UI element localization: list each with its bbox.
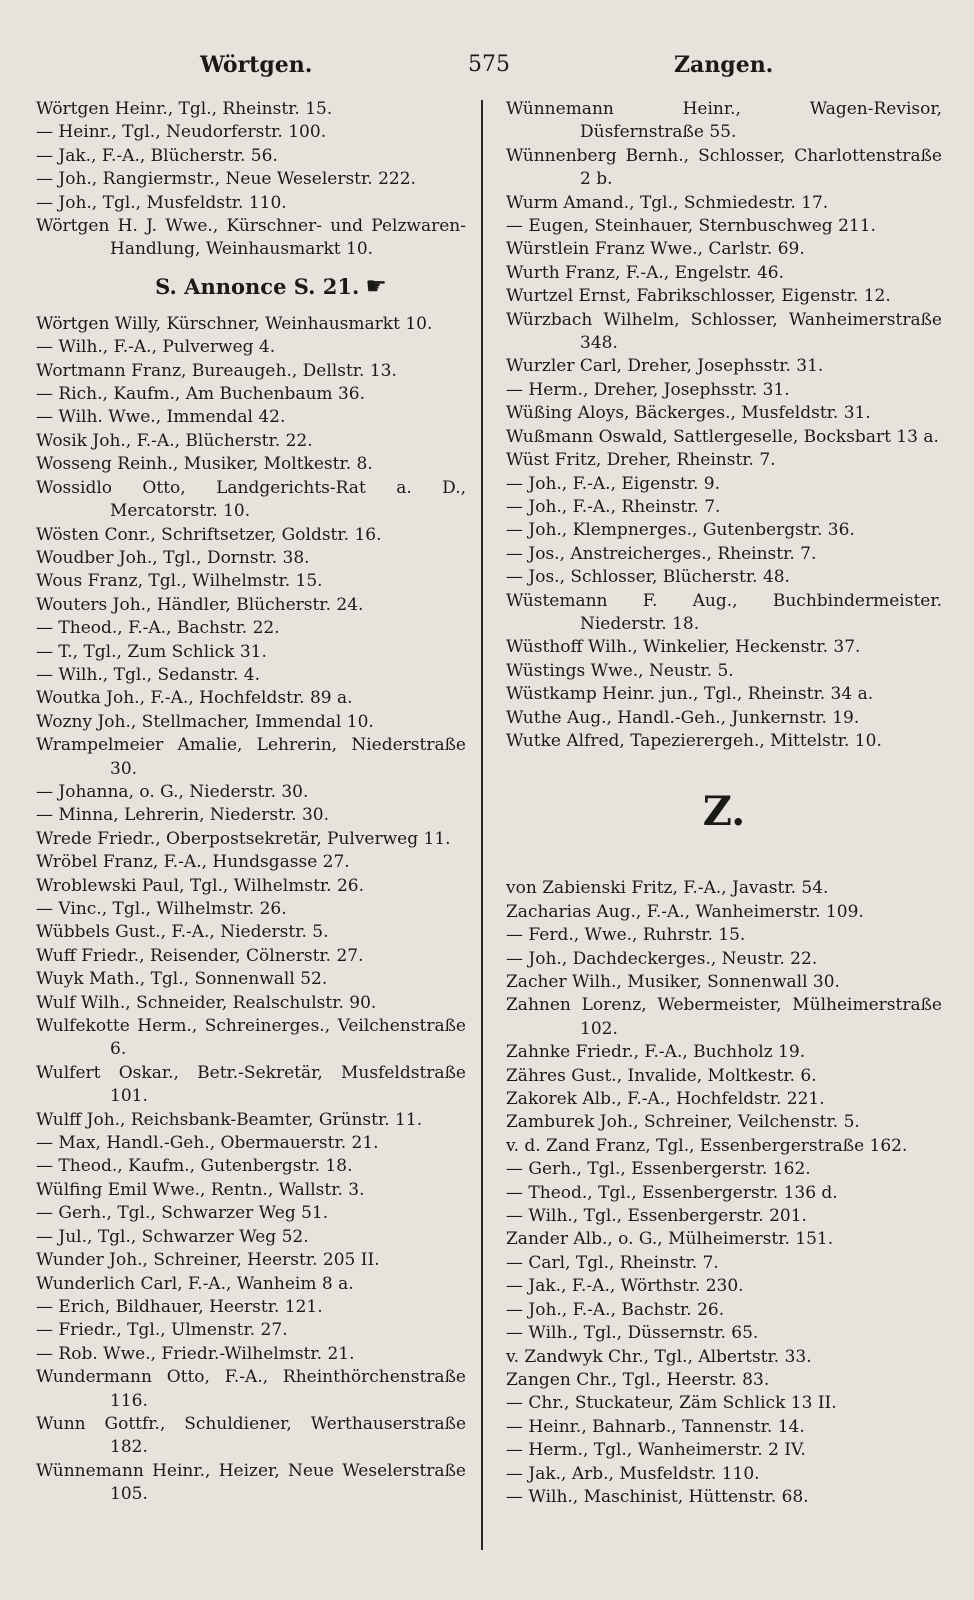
directory-entry: — Joh., Klempnerges., Gutenbergstr. 36. xyxy=(506,520,855,541)
directory-entry: — Gerh., Tgl., Essenbergerstr. 162. xyxy=(506,1159,811,1180)
directory-entry: Wuthe Aug., Handl.-Geh., Junkernstr. 19. xyxy=(506,707,860,728)
directory-entry: — Joh., F.-A., Rheinstr. 7. xyxy=(506,496,721,517)
directory-entry: — Herm., Dreher, Josephsstr. 31. xyxy=(506,379,790,400)
directory-entry: — Eugen, Steinhauer, Sternbuschweg 211. xyxy=(506,216,876,237)
directory-entry: Würzbach Wilhelm, Schlosser, Wanheimerstraße 348. xyxy=(506,309,942,354)
directory-entry: Zähres Gust., Invalide, Moltkestr. 6. xyxy=(506,1065,817,1086)
directory-entry: Wurtzel Ernst, Fabrikschlosser, Eigenstr. 12. xyxy=(506,286,891,307)
pointing-hand-icon: ☛ xyxy=(365,271,387,300)
directory-entry: Wunn Gottfr., Schuldiener, Werthauserstraße 182. xyxy=(36,1413,466,1458)
directory-entry: — Theod., Kaufm., Gutenbergstr. 18. xyxy=(36,1156,353,1177)
left-entries-b xyxy=(36,313,466,1507)
directory-entry: Woudber Joh., Tgl., Dornstr. 38. xyxy=(36,547,310,568)
directory-entry: — Rich., Kaufm., Am Buchenbaum 36. xyxy=(36,384,365,405)
directory-entry: v. d. Zand Franz, Tgl., Essenbergerstraße 162. xyxy=(506,1135,908,1156)
directory-entry: Wünnenberg Bernh., Schlosser, Charlottenstraße 2 b. xyxy=(506,145,942,190)
directory-entry: — Wilh., F.-A., Pulverweg 4. xyxy=(36,337,276,358)
directory-entry: Wossidlo Otto, Landgerichts-Rat a. D., Mercatorstr. 10. xyxy=(36,477,466,522)
directory-entry: Wußmann Oswald, Sattlergeselle, Bocksbart 13 a. xyxy=(506,426,939,447)
directory-entry: — Joh., Dachdeckerges., Neustr. 22. xyxy=(506,948,818,969)
directory-entry: — Jak., Arb., Musfeldstr. 110. xyxy=(506,1463,760,1484)
directory-entry: — Jak., F.-A., Blücherstr. 56. xyxy=(36,145,278,166)
directory-entry: — Jul., Tgl., Schwarzer Weg 52. xyxy=(36,1226,309,1247)
section-letter: Z. xyxy=(702,788,746,836)
directory-entry: von Zabienski Fritz, F.-A., Javastr. 54. xyxy=(506,878,829,899)
directory-entry: — Wilh., Tgl., Düssernstr. 65. xyxy=(506,1323,759,1344)
left-entries-a xyxy=(36,98,466,262)
directory-entry: — Wilh., Maschinist, Hüttenstr. 68. xyxy=(506,1486,809,1507)
directory-entry: Wurth Franz, F.-A., Engelstr. 46. xyxy=(506,262,784,283)
directory-entry: Wulfekotte Herm., Schreinerges., Veilchenstraße 6. xyxy=(36,1016,466,1060)
directory-entry: Wundermann Otto, F.-A., Rheinthörchenstraße 116. xyxy=(36,1367,466,1411)
directory-entry: Wroblewski Paul, Tgl., Wilhelmstr. 26. xyxy=(36,875,365,896)
directory-entry: — Rob. Wwe., Friedr.-Wilhelmstr. 21. xyxy=(36,1343,355,1364)
directory-entry: — Heinr., Tgl., Neudorferstr. 100. xyxy=(36,122,327,143)
directory-entry: — Wilh., Tgl., Essenbergerstr. 201. xyxy=(506,1206,807,1227)
directory-entry: — Theod., F.-A., Bachstr. 22. xyxy=(36,618,280,639)
directory-entry: Wous Franz, Tgl., Wilhelmstr. 15. xyxy=(36,571,323,592)
directory-entry: Wülfing Emil Wwe., Rentn., Wallstr. 3. xyxy=(36,1179,365,1200)
right-column xyxy=(506,98,942,1509)
directory-entry: Wunderlich Carl, F.-A., Wanheim 8 a. xyxy=(36,1273,354,1294)
directory-entry: — Joh., F.-A., Eigenstr. 9. xyxy=(506,473,720,494)
directory-entry: — Vinc., Tgl., Wilhelmstr. 26. xyxy=(36,899,287,919)
directory-entry: Wunder Joh., Schreiner, Heerstr. 205 II. xyxy=(36,1250,380,1271)
directory-entry: — Theod., Tgl., Essenbergerstr. 136 d. xyxy=(506,1182,838,1203)
directory-entry: Würstlein Franz Wwe., Carlstr. 69. xyxy=(506,239,805,260)
directory-entry: — Herm., Tgl., Wanheimerstr. 2 IV. xyxy=(506,1440,806,1461)
directory-entry: Wüsthoff Wilh., Winkelier, Heckenstr. 37. xyxy=(506,637,861,658)
directory-entry: Wutke Alfred, Tapezierergeh., Mittelstr. 10. xyxy=(506,730,882,751)
directory-entry: Wortmann Franz, Bureaugeh., Dellstr. 13. xyxy=(36,360,397,381)
directory-entry: Wünnemann Heinr., Wagen-Revisor, Düsfernstraße 55. xyxy=(506,99,942,143)
right-entries-w xyxy=(506,98,942,753)
directory-entry: Wröbel Franz, F.-A., Hundsgasse 27. xyxy=(36,852,350,873)
directory-entry: — Gerh., Tgl., Schwarzer Weg 51. xyxy=(36,1203,329,1224)
directory-entry: Wurzler Carl, Dreher, Josephsstr. 31. xyxy=(506,356,824,377)
running-head-right: Zangen. xyxy=(674,52,774,78)
directory-entry: — Erich, Bildhauer, Heerstr. 121. xyxy=(36,1296,323,1317)
directory-entry: Zangen Chr., Tgl., Heerstr. 83. xyxy=(506,1369,770,1390)
directory-entry: — Joh., Tgl., Musfeldstr. 110. xyxy=(36,192,287,213)
directory-entry: — Wilh. Wwe., Immendal 42. xyxy=(36,407,286,428)
column-divider xyxy=(481,100,483,1550)
running-head-left: Wörtgen. xyxy=(200,52,313,78)
directory-entry: — Wilh., Tgl., Sedanstr. 4. xyxy=(36,664,260,685)
advert-text: S. Annonce S. 21. xyxy=(155,273,360,299)
directory-entry: — Joh., F.-A., Bachstr. 26. xyxy=(506,1299,725,1320)
directory-entry: Wuff Friedr., Reisender, Cölnerstr. 27. xyxy=(36,945,364,966)
directory-entry: Wüst Fritz, Dreher, Rheinstr. 7. xyxy=(506,450,776,471)
directory-entry: Wüstkamp Heinr. jun., Tgl., Rheinstr. 34 a. xyxy=(506,684,874,705)
directory-entry: Zander Alb., o. G., Mülheimerstr. 151. xyxy=(506,1229,834,1250)
directory-entry: Wösten Conr., Schriftsetzer, Goldstr. 16. xyxy=(36,524,382,545)
directory-entry: — Joh., Rangiermstr., Neue Weselerstr. 222. xyxy=(36,169,416,190)
directory-entry: Zahnke Friedr., F.-A., Buchholz 19. xyxy=(506,1042,806,1063)
directory-entry: Wörtgen H. J. Wwe., Kürschner- und Pelzwaren-Handlung, Weinhausmarkt 10. xyxy=(36,216,466,260)
directory-entry: Wouters Joh., Händler, Blücherstr. 24. xyxy=(36,594,364,615)
directory-entry: Wüstemann F. Aug., Buchbindermeister. Niederstr. 18. xyxy=(506,590,942,634)
directory-entry: Wulfert Oskar., Betr.-Sekretär, Musfeldstraße 101. xyxy=(36,1062,466,1107)
directory-entry: Wörtgen Willy, Kürschner, Weinhausmarkt 10. xyxy=(36,313,433,334)
page-number: 575 xyxy=(468,52,510,77)
directory-entry: Zahnen Lorenz, Webermeister, Mülheimerstraße 102. xyxy=(506,995,942,1039)
left-column xyxy=(36,98,466,1507)
directory-entry: Wosseng Reinh., Musiker, Moltkestr. 8. xyxy=(36,454,373,475)
directory-entry: — T., Tgl., Zum Schlick 31. xyxy=(36,641,267,662)
advert-reference xyxy=(36,273,466,300)
directory-entry: Woutka Joh., F.-A., Hochfeldstr. 89 a. xyxy=(36,688,353,709)
directory-entry: Zacharias Aug., F.-A., Wanheimerstr. 109. xyxy=(506,901,864,922)
right-entries-z xyxy=(506,877,942,1509)
directory-entry: Wuyk Math., Tgl., Sonnenwall 52. xyxy=(36,969,328,990)
directory-entry: Wozny Joh., Stellmacher, Immendal 10. xyxy=(36,711,374,732)
directory-entry: Wüstings Wwe., Neustr. 5. xyxy=(506,660,734,681)
directory-entry: — Friedr., Tgl., Ulmenstr. 27. xyxy=(36,1320,288,1341)
directory-entry: Wrede Friedr., Oberpostsekretär, Pulverweg 11. xyxy=(36,828,451,849)
directory-entry: — Ferd., Wwe., Ruhrstr. 15. xyxy=(506,925,746,946)
directory-entry: Wünnemann Heinr., Heizer, Neue Weselerstraße 105. xyxy=(36,1460,466,1505)
directory-entry: Zamburek Joh., Schreiner, Veilchenstr. 5. xyxy=(506,1112,860,1133)
directory-entry: — Jos., Anstreicherges., Rheinstr. 7. xyxy=(506,543,817,564)
directory-entry: Wulff Joh., Reichsbank-Beamter, Grünstr. 11. xyxy=(36,1109,423,1130)
directory-entry: — Max, Handl.-Geh., Obermauerstr. 21. xyxy=(36,1133,379,1154)
directory-entry: Wulf Wilh., Schneider, Realschulstr. 90. xyxy=(36,992,377,1013)
directory-entry: Zacher Wilh., Musiker, Sonnenwall 30. xyxy=(506,972,840,992)
directory-entry: — Jak., F.-A., Wörthstr. 230. xyxy=(506,1276,744,1297)
directory-entry: — Chr., Stuckateur, Zäm Schlick 13 II. xyxy=(506,1393,837,1414)
directory-entry: v. Zandwyk Chr., Tgl., Albertstr. 33. xyxy=(506,1346,812,1367)
directory-entry: — Carl, Tgl., Rheinstr. 7. xyxy=(506,1252,719,1273)
directory-entry: — Jos., Schlosser, Blücherstr. 48. xyxy=(506,567,790,588)
directory-entry: Wurm Amand., Tgl., Schmiedestr. 17. xyxy=(506,192,829,213)
directory-entry: Wrampelmeier Amalie, Lehrerin, Niederstraße 30. xyxy=(36,735,466,779)
directory-entry: Wüßing Aloys, Bäckerges., Musfeldstr. 31. xyxy=(506,403,871,424)
directory-entry: — Johanna, o. G., Niederstr. 30. xyxy=(36,781,309,802)
directory-entry: — Minna, Lehrerin, Niederstr. 30. xyxy=(36,805,329,826)
directory-entry: Wörtgen Heinr., Tgl., Rheinstr. 15. xyxy=(36,99,333,119)
directory-entry: Wübbels Gust., F.-A., Niederstr. 5. xyxy=(36,922,329,943)
directory-entry: Wosik Joh., F.-A., Blücherstr. 22. xyxy=(36,430,313,451)
directory-entry: — Heinr., Bahnarb., Tannenstr. 14. xyxy=(506,1416,805,1437)
directory-entry: Zakorek Alb., F.-A., Hochfeldstr. 221. xyxy=(506,1089,825,1110)
